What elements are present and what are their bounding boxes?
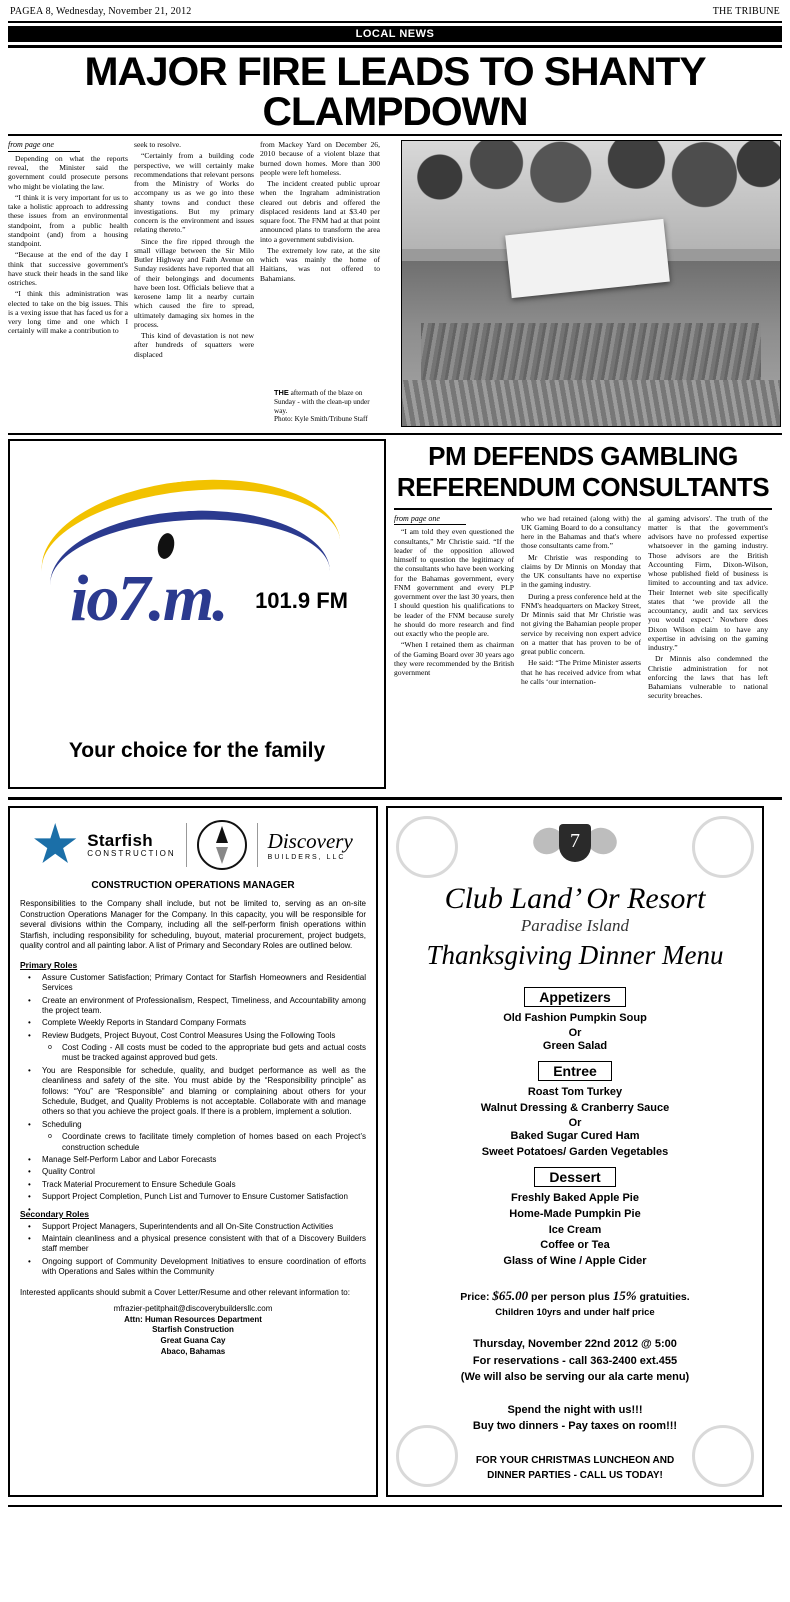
divider-top xyxy=(8,21,782,23)
pm-column-1 xyxy=(394,514,514,703)
paragraph: Since the fire ripped through the small village between the Sir Milo Butler Highway and Faith Avenue on Sunday residents have reported that all of their belongings and documents have been lost. Officials believe that a kerosene lamp lit a nearby curtain which caused the fire to spread, ultimately damaging six homes in the process. xyxy=(134,236,254,329)
job-intro: Responsibilities to the Company shall include, but not be limited to, serving as an on-site Construction Operations Manager for the Company. In this capacity, you will be responsible for several divisions within the Company, including all the self-perform finish operations within Starfish, including responsibility for scheduling, buyout, material procurement, project budgets, quality control and all painting labor. A list of Primary and Secondary Roles are outlined below. xyxy=(20,899,366,951)
starfish-brand xyxy=(87,832,175,858)
station-logo-text: io7.m. xyxy=(70,562,227,635)
paragraph: who we had retained (along with) the UK Gaming Board to do a consultancy here in the Bahamas and that's where those consultants came from.” xyxy=(521,513,641,551)
from-page-label xyxy=(8,140,128,152)
reservation-line: For reservations - call 363-2400 ext.455 xyxy=(472,1354,678,1367)
starfish-sub: CONSTRUCTION xyxy=(87,849,176,858)
list-item: • Support Project Managers, Superintendents and all On-Site Construction Activities xyxy=(20,1222,366,1232)
menu-item: Coffee or Tea xyxy=(540,1239,610,1252)
menu-item: Walnut Dressing & Cranberry Sauce xyxy=(480,1101,670,1114)
menu-item: Roast Tom Turkey xyxy=(527,1085,623,1098)
primary-roles-list xyxy=(20,973,366,1203)
pm-column-3 xyxy=(648,514,768,703)
menu-item: Sweet Potatoes/ Garden Vegetables xyxy=(481,1145,669,1158)
menu-item: Baked Sugar Cured Ham xyxy=(510,1129,640,1142)
photo-caption xyxy=(274,389,384,424)
paragraph: Dr Minnis also condemned the Christie administration for not enforcing the laws that has left Bahamians vulnerable to national security breaches. xyxy=(648,654,768,701)
main-headline: MAJOR FIRE LEADS TO SHANTY CLAMPDOWN xyxy=(84,50,706,134)
apply-note: Interested applicants should submit a Cover Letter/Resume and other relevant information to: xyxy=(20,1287,350,1297)
paragraph: “I am told they even questioned the consultants,” Mr Christie said. “If the leader of the opposition allowed himself to question the legitimacy of the consultants who have been working for the Bahamas government, every FNM government and every PLP government over the last 30 years, then I should question his qualifications to be leader of the FNM because surely he should do more research and find out exactly who the people are. xyxy=(394,527,514,639)
pm-columns xyxy=(394,514,772,703)
apply-email[interactable]: mfrazier-petitphait@discoverybuildersllc.com xyxy=(113,1303,273,1313)
photo-credit: Photo: Kyle Smith/Tribune Staff xyxy=(274,415,368,424)
crest-letter: 7 xyxy=(570,830,580,852)
resort-crest-icon xyxy=(533,818,617,880)
promo-line: DINNER PARTIES - CALL US TODAY! xyxy=(487,1469,663,1481)
menu-item-or: Or xyxy=(568,1026,582,1039)
list-item: • Complete Weekly Reports in Standard Company Formats xyxy=(20,1018,366,1028)
reservation-line: (We will also be serving our ala carte menu) xyxy=(460,1371,690,1384)
price-line xyxy=(400,1286,750,1320)
starfish-name: Starfish xyxy=(87,831,153,850)
menu-item: Freshly Baked Apple Pie xyxy=(511,1191,639,1204)
crest-shield xyxy=(559,824,591,862)
brand-divider xyxy=(186,823,187,867)
menu-item: Home-Made Pumpkin Pie xyxy=(509,1207,641,1220)
children-price: Children 10yrs and under half price xyxy=(495,1307,655,1319)
paragraph: The extremely low rate, at the site which was mainly the home of Haitians, was not offered to Bahamians. xyxy=(260,245,380,283)
menu-item: Green Salad xyxy=(542,1039,608,1052)
paragraph: “When I retained them as chairman of the Gaming Board over 30 years ago they were recommended by the British government xyxy=(394,640,514,678)
radio-logo xyxy=(10,441,384,696)
list-item: • You are Responsible for schedule, quality, and budget performance as well as the cleanliness and safety of the site. You must abide by the “Responsibility principle” as follows: “You” are “Responsible” and blaming or complaining about others for your Schedule, Budget, and Quality Problems is not acceptable. Collaborate with and manage others so that you achieve the project goals. If there is a problem, implement a solution. xyxy=(20,1066,366,1118)
list-item: o Coordinate crews to facilitate timely completion of homes based on each Project’s construction schedule xyxy=(20,1132,366,1153)
publication-name: THE TRIBUNE xyxy=(712,6,780,17)
paragraph: from Mackey Yard on December 26, 2010 because of a violent blaze that burned down homes. More than 300 people were left homeless. xyxy=(260,140,380,177)
overnight-offer xyxy=(400,1402,750,1435)
price-mid: per person plus xyxy=(528,1291,613,1304)
from-page-underline xyxy=(8,151,80,152)
job-advertisement xyxy=(8,806,378,1497)
course-heading-dessert: Dessert xyxy=(534,1167,615,1187)
price-gratuity: 15% xyxy=(612,1288,637,1304)
page-date: PAGEA 8, Wednesday, November 21, 2012 xyxy=(10,6,192,17)
from-page-text: from page one xyxy=(394,513,440,523)
menu-title: Thanksgiving Dinner Menu xyxy=(426,940,724,970)
station-tagline: Your choice for the family xyxy=(68,739,326,762)
list-item: • Scheduling xyxy=(20,1120,366,1130)
bottom-ads xyxy=(8,806,782,1497)
paragraph: “I think this administration was elected to take on the big issues. This is a vexing issue that has faced us for a very long time and one which I certainly will make a contribution to xyxy=(8,289,128,336)
divider-mid xyxy=(8,433,782,435)
scroll-ornament-icon xyxy=(396,816,458,878)
starfish-icon xyxy=(33,823,77,867)
lead-story-columns xyxy=(8,140,393,427)
list-item: • Support Project Completion, Punch List and Turnover to Ensure Customer Satisfaction xyxy=(20,1192,366,1202)
paragraph: This kind of devastation is not new after hundreds of squatters were displaced xyxy=(134,331,254,359)
list-item: • Manage Self-Perform Labor and Labor Forecasts xyxy=(20,1155,366,1165)
pm-story xyxy=(394,439,772,789)
apply-line: Starfish Construction xyxy=(152,1325,234,1335)
lead-column-3 xyxy=(260,140,380,427)
pm-headline-line2: REFERENDUM CONSULTANTS xyxy=(396,472,770,503)
list-item: • Quality Control xyxy=(20,1167,366,1177)
pm-headline-line1: PM DEFENDS GAMBLING xyxy=(428,441,738,471)
paragraph: “Because at the end of the day I think that successive government's have stuck their heads in the sand like ostriches. xyxy=(8,250,128,287)
price-post: gratuities. xyxy=(636,1291,690,1304)
divider-under-headline xyxy=(8,134,782,136)
section-banner: LOCAL NEWS xyxy=(8,26,782,42)
from-page-label xyxy=(394,514,514,526)
paragraph: Mr Christie was responding to claims by Dr Minnis on Monday that the UK consultants have no expertise in the gaming industry. xyxy=(521,552,641,590)
paragraph: al gaming advisors'. The truth of the matter is that the government's advisors have no professed expertise whatsoever in the gaming industry. Those advisors are the British Accounting Firm, Dixon-Wilson, whose published field of business is limited to accounting and tax advice. Their Internet web site specifically states that ‘we provide all the accountancy, audit and tax services you would expect.' Nowhere does Dixon Wilson claim to have any expertise in advising on the gaming industry.” xyxy=(648,513,768,653)
photo-rubble xyxy=(402,380,780,426)
resort-name: Club Land’ Or Resort xyxy=(444,882,706,915)
scroll-ornament-icon xyxy=(396,1425,458,1487)
pm-column-2 xyxy=(521,514,641,703)
star-shape xyxy=(33,823,77,867)
divider-footer xyxy=(8,1505,782,1507)
lead-story-block xyxy=(8,140,782,427)
divider-bottom xyxy=(8,797,782,800)
secondary-roles-list xyxy=(20,1222,366,1278)
from-page-underline xyxy=(394,524,466,525)
discovery-name: Discovery xyxy=(267,829,353,853)
primary-roles-heading: Primary Roles xyxy=(20,959,78,970)
scroll-ornament-icon xyxy=(692,1425,754,1487)
list-item: • Maintain cleanliness and a physical presence consistent with that of a Discovery Builders staff member xyxy=(20,1234,366,1255)
list-item: • Track Material Procurement to Ensure Schedule Goals xyxy=(20,1180,366,1190)
paragraph: “Certainly from a building code perspective, we will certainly make recommendations that relevant persons from the Ministry of Works do accompany us as we go into these shanty towns and conduct these investigations. But my primary concern is the environment and issues relating thereto.” xyxy=(134,151,254,235)
brand-divider xyxy=(257,823,258,867)
paragraph: He said: “The Prime Minister asserts that he has received advice from what he calls ‘our internation- xyxy=(521,658,641,686)
caption-text: aftermath of the blaze on Sunday - with the clean-up under way. xyxy=(274,389,370,415)
paragraph: Depending on what the reports reveal, the Minister said the government could prosecute persons who might be violating the law. xyxy=(8,153,128,191)
menu-item: Glass of Wine / Apple Cider xyxy=(503,1255,647,1268)
reservation-line: Thursday, November 22nd 2012 @ 5:00 xyxy=(473,1338,677,1351)
price-prefix: Price: xyxy=(460,1291,493,1304)
apply-line: Abaco, Bahamas xyxy=(160,1347,226,1357)
list-item: • Review Budgets, Project Buyout, Cost Control Measures Using the Following Tools xyxy=(20,1031,366,1041)
course-heading-entree: Entree xyxy=(538,1061,612,1081)
masthead xyxy=(0,0,790,19)
job-ad-brands xyxy=(20,820,366,870)
paragraph: seek to resolve. xyxy=(134,140,182,149)
apply-address xyxy=(20,1304,366,1358)
mid-block xyxy=(8,439,782,789)
course-heading-appetizers: Appetizers xyxy=(524,987,626,1007)
divider-under-section xyxy=(8,45,782,48)
list-item: • Create an environment of Professionalism, Respect, Timeliness, and Accountability among the project team. xyxy=(20,996,366,1017)
list-item: o Cost Coding - All costs must be coded to the appropriate bud gets and actual costs must be tracked against approved bud gets. xyxy=(20,1043,366,1064)
job-title: CONSTRUCTION OPERATIONS MANAGER xyxy=(91,880,295,891)
lead-column-2 xyxy=(134,140,254,427)
resort-location: Paradise Island xyxy=(520,916,630,935)
paragraph: The incident created public uproar when the Ingraham administration cleared out debris and offered the displaced residents land at $3.40 per square foot. The FNM had at that point announced plans to transform the area into a government subdivision. xyxy=(260,179,380,244)
discovery-sub: BUILDERS, LLC xyxy=(267,854,346,861)
menu-item: Old Fashion Pumpkin Soup xyxy=(503,1012,647,1024)
station-frequency: 101.9 FM xyxy=(255,588,348,613)
divider-under-pm-headline xyxy=(394,508,772,510)
compass-icon xyxy=(197,820,247,870)
promo-line: FOR YOUR CHRISTMAS LUNCHEON AND xyxy=(475,1454,675,1466)
offer-line: Spend the night with us!!! xyxy=(507,1403,643,1416)
paragraph: During a press conference held at the FNM's headquarters on Mackey Street, Dr Minnis said that Mr Christie was not giving the Bahamian people proper service by receiving non expert advice on a matter that has proven to be of great public concern. xyxy=(521,591,642,657)
discovery-brand xyxy=(268,829,353,861)
secondary-roles-heading: Secondary Roles xyxy=(20,1208,89,1219)
price-amount: $65.00 xyxy=(492,1288,529,1304)
radio-station-ad xyxy=(8,439,386,789)
list-item: • Ongoing support of Community Development Initiatives to ensure coordination of efforts with Operations and Sales within the Community xyxy=(20,1257,366,1278)
from-page-text: from page one xyxy=(8,140,54,149)
lead-column-1 xyxy=(8,140,128,427)
reservation-info xyxy=(400,1336,750,1386)
restaurant-menu-ad xyxy=(386,806,764,1497)
offer-line: Buy two dinners - Pay taxes on room!!! xyxy=(472,1420,678,1433)
caption-lead: THE xyxy=(274,388,289,398)
paragraph: “I think it is very important for us to take a holistic approach to addressing these issues from an environmental standpoint, from a public health standpoint (and) from a housing standpoint. xyxy=(8,192,128,248)
scroll-ornament-icon xyxy=(692,816,754,878)
menu-item-or: Or xyxy=(568,1116,582,1129)
apply-line: Attn: Human Resources Department xyxy=(124,1314,262,1324)
list-item: • Assure Customer Satisfaction; Primary Contact for Starfish Homeowners and Residential Services xyxy=(20,973,366,994)
apply-line: Great Guana Cay xyxy=(160,1336,226,1346)
menu-item: Ice Cream xyxy=(548,1223,602,1236)
